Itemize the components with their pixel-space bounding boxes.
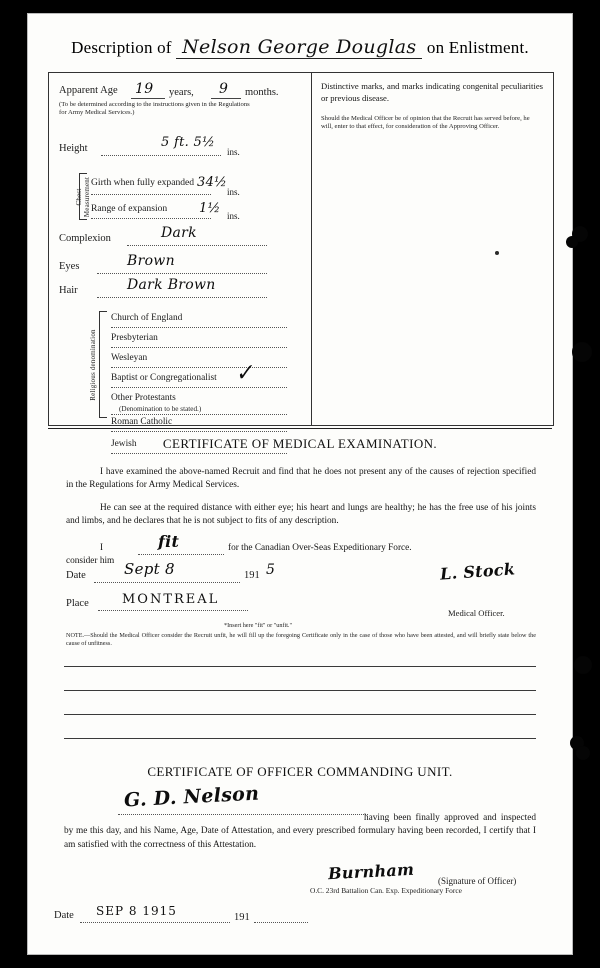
commanding-para: having been finally approved and inspected by me this day, and his Name, Age, Date of Attestation, and every prescribed formulary having been recorded, I certify that I am satisfied with the correctness of this Attestation.	[64, 813, 536, 850]
medical-place-value: MONTREAL	[122, 592, 220, 607]
chest-measurement-label: Chest Measurement	[75, 176, 91, 218]
complexion-label: Complexion	[59, 233, 111, 244]
blank-line	[64, 690, 536, 691]
title-suffix: on Enlistment.	[426, 38, 529, 57]
religion-option-church-of-england: Church of England	[111, 313, 183, 323]
distinctive-marks-heading: Distinctive marks, and marks indicating congenital peculiarities or previous disease.	[321, 81, 543, 103]
commanding-oc-label: O.C. 23rd Battalion Can. Exp. Expeditionary Force	[310, 886, 462, 895]
medical-officer-signature: L. Stock	[439, 559, 516, 584]
hair-label: Hair	[59, 285, 78, 296]
medical-officer-caption: Medical Officer.	[448, 608, 505, 618]
ink-speck	[495, 251, 499, 255]
apparent-age-months-unit: months.	[245, 87, 279, 98]
medical-exam-heading: CERTIFICATE OF MEDICAL EXAMINATION.	[162, 436, 438, 451]
commanding-date-value: SEP 8 1915	[96, 904, 177, 918]
commanding-signature: Burnham	[327, 859, 415, 884]
hair-value: Dark Brown	[127, 277, 216, 293]
document-page	[28, 14, 572, 954]
religion-option-presbyterian: Presbyterian	[111, 333, 158, 343]
medical-date-year-prefix: 191	[244, 570, 260, 581]
girth-unit: ins.	[227, 187, 240, 197]
religion-option-other-note: (Denomination to be stated.)	[119, 405, 202, 413]
punch-mark-icon	[574, 656, 592, 674]
religion-option-other-protestants: Other Protestants	[111, 393, 176, 403]
commanding-signature-caption: (Signature of Officer)	[438, 876, 517, 886]
religion-option-jewish: Jewish	[111, 439, 137, 449]
eyes-label: Eyes	[59, 261, 80, 272]
height-unit: ins.	[227, 147, 240, 157]
distinctive-marks-note: Should the Medical Officer be of opinion that the Recruit has served before, he will, enter to that effect, for consideration of the Approving Officer.	[321, 115, 530, 131]
range-label: Range of expansion	[91, 203, 168, 214]
girth-label: Girth when fully expanded	[91, 177, 195, 188]
blank-line	[64, 666, 536, 667]
religion-option-wesleyan: Wesleyan	[111, 353, 148, 363]
medical-date-year-value: 5	[266, 562, 276, 578]
medical-para-1: I have examined the above-named Recruit and find that he does not present any of the causes of rejection specified in the Regulations for Army Medical Services.	[66, 467, 536, 491]
religion-checkmark-icon: ✓	[233, 359, 256, 388]
medical-para-3-pre: I consider him	[66, 543, 115, 567]
girth-value: 34½	[197, 175, 228, 190]
apparent-age-label: Apparent Age	[59, 85, 118, 96]
medical-place-label: Place	[66, 598, 89, 609]
commanding-officer-heading: CERTIFICATE OF OFFICER COMMANDING UNIT.	[147, 764, 453, 779]
blank-line	[64, 714, 536, 715]
medical-date-value: Sept 8	[124, 560, 175, 578]
page-title	[28, 36, 572, 58]
religion-option-baptist: Baptist or Congregationalist	[111, 373, 217, 383]
religion-option-roman-catholic: Roman Catholic	[111, 417, 173, 427]
title-prefix: Description of	[71, 38, 172, 57]
medical-date-label: Date	[66, 570, 86, 581]
religion-label: Religious denomination	[89, 329, 97, 401]
complexion-value: Dark	[161, 225, 197, 241]
enlistee-name: Nelson George Douglas	[176, 36, 422, 59]
range-unit: ins.	[227, 211, 240, 221]
fitness-value: fit	[158, 532, 180, 551]
commanding-date-year-prefix: 191	[234, 912, 250, 923]
range-value: 1½	[199, 201, 221, 216]
medical-footnote-insert: *Insert here "fit" or "unfit."	[223, 622, 292, 629]
commanding-signature-top: G. D. Nelson	[123, 782, 260, 812]
blank-line	[64, 738, 536, 739]
punch-mark-icon	[576, 746, 590, 760]
apparent-age-note: (To be determined according to the instructions given in the Regulations for Army Medical Services.)	[59, 101, 250, 117]
eyes-value: Brown	[127, 253, 175, 269]
height-label: Height	[59, 143, 88, 154]
punch-mark-icon	[566, 236, 578, 248]
apparent-age-years-value: 19	[135, 81, 154, 97]
punch-mark-icon	[572, 342, 592, 362]
medical-footnote-note: NOTE.—Should the Medical Officer consider the Recruit unfit, he will fill up the foregoing Certificate only in the case of those who have been attested, and will briefly state below the cause of unfitness.	[66, 632, 536, 648]
commanding-date-label: Date	[54, 910, 74, 921]
apparent-age-months-value: 9	[219, 81, 229, 97]
column-divider	[311, 73, 312, 425]
section-divider	[48, 428, 552, 429]
medical-para-3-post: for the Canadian Over-Seas Expeditionary Force.	[228, 543, 412, 553]
apparent-age-years-unit: years,	[169, 87, 194, 98]
height-value: 5 ft. 5½	[161, 135, 215, 150]
medical-para-2: He can see at the required distance with either eye; his heart and lungs are healthy; he has the free use of his joints and limbs, and he declares that he is not subject to fits of any description.	[66, 503, 536, 527]
